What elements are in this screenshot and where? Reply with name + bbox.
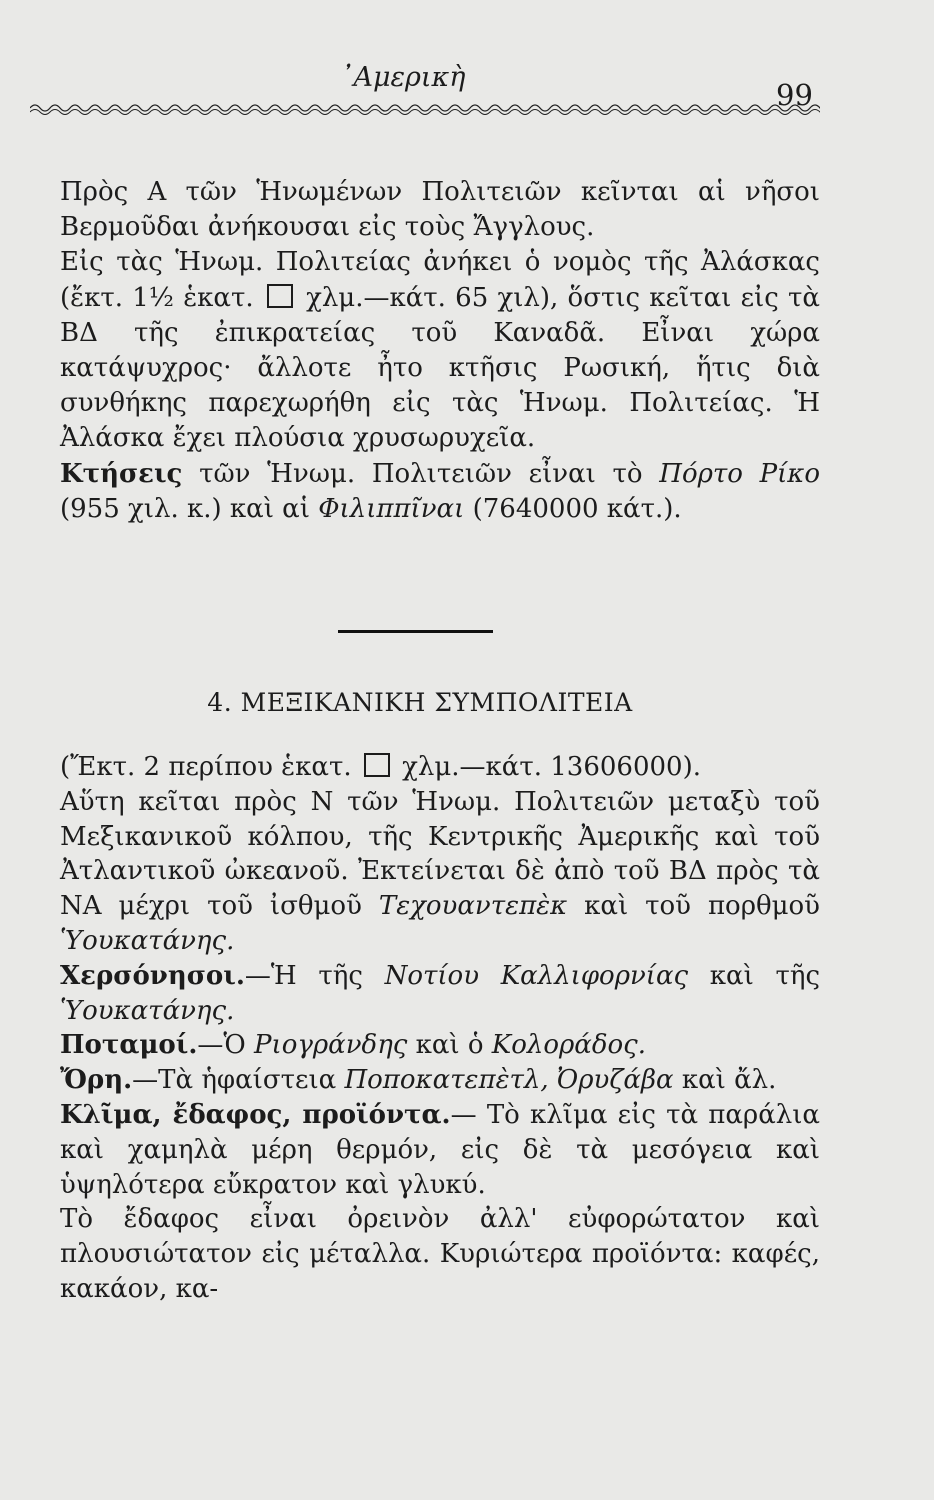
paragraph-peninsulas — [60, 959, 820, 1029]
possessions-heading: Κτήσεις — [60, 458, 183, 489]
section-divider — [338, 630, 493, 633]
paragraph-possessions — [60, 457, 820, 527]
possessions-text-b: (955 χιλ. κ.) καὶ αἱ — [60, 493, 310, 524]
running-head-title: ᾿Αμερικὴ — [340, 62, 466, 93]
paragraph-climate — [60, 1098, 820, 1202]
location-text-a: Αὕτη κεῖται πρὸς Ν τῶν Ἡνωμ. Πολιτειῶν μεταξὺ τοῦ Μεξικανικοῦ κόλπου, τῆς Κεντρικῆς Ἀμερικῆς καὶ τοῦ Ἀτλαντικοῦ ὠκεανοῦ. Ἐκτείνεται δὲ ἀπὸ τοῦ ΒΔ πρὸς τὰ ΝΑ μέχρι τοῦ ἰσθμοῦ — [60, 786, 820, 922]
area-text-a: (Ἔκτ. 2 περίπου ἑκατ. — [60, 752, 352, 782]
alaska-text-a: Εἰς τὰς Ἡνωμ. Πολιτείας ἀνήκει ὁ νομὸς τῆς Ἀλάσκας (ἔκτ. 1½ ἑκατ. — [60, 247, 820, 313]
possessions-text-a: τῶν Ἡνωμ. Πολιτειῶν εἶναι τὸ — [199, 458, 643, 489]
upper-text-block — [60, 175, 820, 527]
paragraph-mountains — [60, 1063, 820, 1098]
porto-rico: Πόρτο Ρίκο — [659, 458, 821, 489]
paragraph-soil — [60, 1202, 820, 1306]
peninsulas-text-a: —Ἡ τῆς — [244, 960, 363, 991]
peninsulas-heading: Χερσόνησοι. — [60, 960, 245, 991]
yucatan: Ὑουκατάνης. — [60, 995, 235, 1026]
paragraph-area — [60, 750, 820, 785]
paragraph-rivers — [60, 1028, 820, 1063]
tehuantepec: Τεχουαντεπὲκ — [378, 891, 568, 922]
paragraph-alaska — [60, 245, 820, 456]
wavy-header-rule — [30, 95, 820, 121]
area-text-b: χλμ.—κάτ. 13606000). — [402, 752, 701, 782]
alaska-text-b: χλμ.—κάτ. 65 χιλ), ὅστις κεῖται εἰς τὰ ΒΔ τῆς ἐπικρατείας τοῦ Καναδᾶ. Εἶναι χώρα κατάψυχρος· ἄλλοτε ἦτο κτῆσις Ρωσική, ἥτις διὰ συνθήκης παρεχωρήθη εἰς τὰς Ἡνωμ. Πολιτείας. Ἡ Ἀλάσκα ἔχει πλούσια χρυσωρυχεῖα. — [60, 282, 820, 454]
climate-text: — Τὸ κλῖμα εἰς τὰ παράλια καὶ χαμηλὰ μέρη θερμόν, εἰς δὲ τὰ μεσόγεια καὶ ὑψηλότερα εὔκρατον καὶ γλυκύ. — [60, 1099, 820, 1200]
volcano-names: Ποποκατεπὲτλ, Ὀρυζάβα — [344, 1065, 674, 1096]
possessions-text-c: (7640000 κάτ.). — [472, 493, 682, 524]
location-text-b: καὶ τοῦ πορθμοῦ — [584, 891, 820, 922]
section-heading: 4. ΜΕΞΙΚΑΝΙΚΗ ΣΥΜΠΟΛΙΤΕΙΑ — [207, 688, 633, 717]
rivers-heading: Ποταμοί. — [60, 1030, 198, 1061]
south-california: Νοτίου Καλλιφορνίας — [384, 960, 689, 991]
mountains-text-a: —Τὰ ἡφαίστεια — [132, 1065, 337, 1096]
philippines: Φιλιππῖναι — [318, 493, 465, 524]
climate-heading: Κλῖμα, ἔδαφος, προϊόντα. — [60, 1099, 451, 1130]
mountains-heading: Ὄρη. — [60, 1065, 133, 1096]
square-symbol-icon — [267, 284, 293, 308]
paragraph-bermuda — [60, 175, 820, 245]
soil-text: Τὸ ἔδαφος εἶναι ὀρεινὸν ἀλλ' εὐφορώτατον καὶ πλουσιώτατον εἰς μέταλλα. Κυριώτερα προϊόντα: καφές, κακάον, κα- — [60, 1204, 820, 1304]
square-symbol-icon — [364, 753, 390, 777]
rio-grande: Ριογράνδης — [254, 1030, 408, 1061]
page-number: 99 — [776, 78, 813, 112]
mexico-text-block — [60, 750, 820, 1307]
bermuda-text: Πρὸς Α τῶν Ἡνωμένων Πολιτειῶν κεῖνται αἱ νῆσοι Βερμοῦδαι ἀνήκουσαι εἰς τοὺς Ἄγγλους. — [60, 177, 820, 243]
paragraph-location — [60, 785, 820, 959]
rivers-text-a: —Ὁ — [197, 1030, 246, 1061]
colorado: Κολοράδος. — [491, 1030, 646, 1061]
yucatan-strait: Ὑουκατάνης. — [60, 925, 235, 956]
rivers-text-b: καὶ ὁ — [415, 1030, 484, 1061]
mountains-text-b: καὶ ἄλ. — [681, 1065, 777, 1096]
peninsulas-text-b: καὶ τῆς — [709, 960, 821, 991]
